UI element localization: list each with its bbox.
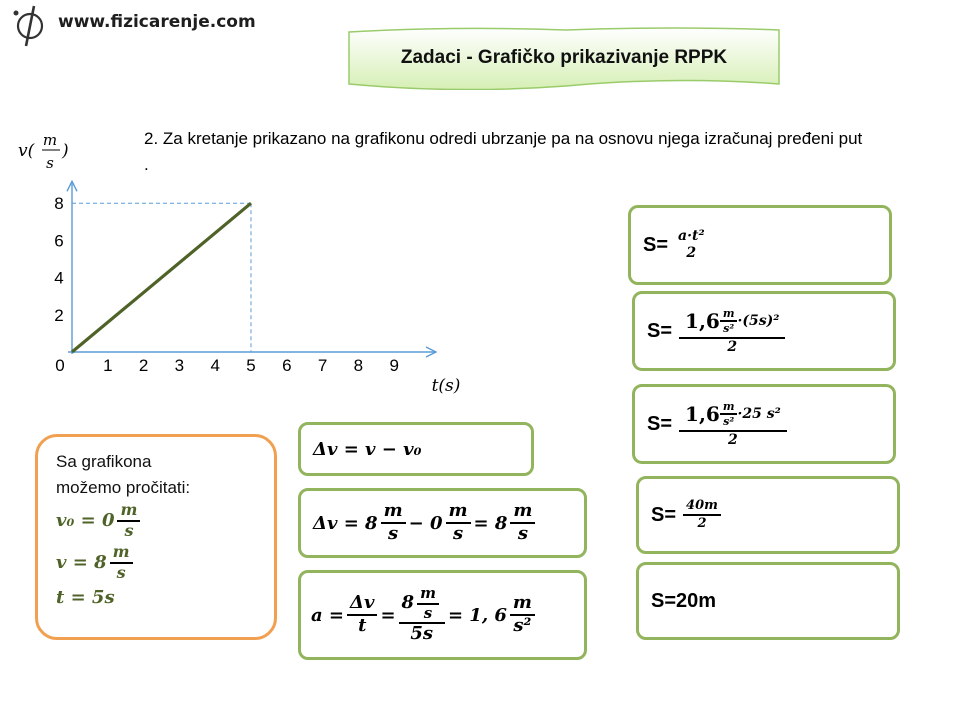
- accel-t: t: [358, 615, 367, 636]
- step3-unit-num: m: [720, 401, 738, 416]
- read-box-line2: možemo pročitati:: [56, 478, 191, 497]
- step2-rest: ·(5s)²: [737, 312, 780, 329]
- unit-den: s: [517, 523, 529, 544]
- accel-eight: 8: [401, 592, 415, 614]
- logo-icon: [8, 4, 52, 48]
- y-axis-unit-den: s: [46, 154, 54, 172]
- step3-rest: ·25 s²: [737, 405, 781, 422]
- accel-eq: =: [380, 604, 396, 626]
- accel-dv: Δv: [347, 594, 377, 616]
- read-from-graph-box: [35, 434, 277, 640]
- s-label: S=: [647, 319, 673, 342]
- site-url: www.fizicarenje.com: [58, 12, 256, 32]
- step3-den: 2: [728, 431, 738, 448]
- y-tick-label: 6: [54, 231, 64, 251]
- v-equation: v = 8: [56, 552, 107, 573]
- step2-unit-den: s²: [723, 322, 735, 336]
- title-banner: [346, 26, 782, 90]
- solution-step1-box: [628, 205, 892, 285]
- site-header: [8, 4, 256, 48]
- accel-m: m: [417, 586, 439, 605]
- x-tick-label: 8: [353, 356, 364, 375]
- unit-num: m: [381, 502, 406, 524]
- unit-num: m: [510, 502, 535, 524]
- x-tick-label: 9: [389, 356, 399, 375]
- step2-unit-num: m: [720, 308, 738, 323]
- x-tick-label: 1: [103, 356, 113, 375]
- x-tick-label: 6: [282, 356, 292, 375]
- series-line-0: [72, 203, 251, 352]
- y-axis-label-close: ): [62, 141, 69, 161]
- unit-num: m: [446, 502, 471, 524]
- step1-den: 2: [686, 245, 697, 261]
- accel-lhs: a =: [311, 604, 345, 626]
- delta-v-definition-box: [298, 422, 534, 476]
- x-tick-label: 4: [210, 356, 220, 375]
- accel-res-unit-num: m: [510, 594, 535, 616]
- step3-num: 1,6: [685, 401, 720, 426]
- y-tick-label: 2: [54, 305, 64, 325]
- x-tick-label: 3: [174, 356, 185, 375]
- acceleration-box: [298, 570, 587, 660]
- step2-den: 2: [727, 338, 738, 355]
- unit-den: s: [388, 523, 399, 544]
- solution-step2-box: [632, 291, 896, 371]
- x-tick-label: 2: [138, 356, 149, 375]
- y-tick-label: 8: [54, 194, 64, 214]
- delta-v-calc-result: = 8: [473, 512, 508, 534]
- s-label: S=: [651, 503, 677, 526]
- x-tick-label: 7: [317, 356, 328, 375]
- step4-num: 40m: [683, 499, 721, 516]
- accel-five-s: 5s: [410, 623, 434, 645]
- read-box-line1: Sa grafikona: [56, 452, 152, 471]
- x-axis-label: t(s): [431, 376, 461, 396]
- solution-step4-box: [636, 476, 900, 554]
- x-tick-label: 0: [55, 356, 65, 375]
- y-axis-unit-num: m: [42, 131, 58, 149]
- step2-num: 1,6: [685, 308, 720, 333]
- unit-den: s: [452, 523, 464, 544]
- problem-text: 2. Za kretanje prikazano na grafikonu odredi ubrzanje pa na osnovu njega izračunaj pređeni put .: [144, 129, 863, 174]
- s-label: S=: [643, 233, 669, 256]
- v-unit-num: m: [110, 544, 133, 564]
- v-unit-den: s: [116, 563, 126, 582]
- delta-v-calculation-box: [298, 488, 587, 558]
- v0-equation: v₀ = 0: [56, 510, 115, 531]
- y-axis-label: v(: [18, 141, 35, 161]
- accel-s: s: [423, 603, 433, 622]
- v0-unit-den: s: [124, 521, 134, 540]
- accel-result: = 1, 6: [447, 604, 507, 626]
- step1-num: a·t²: [678, 228, 705, 245]
- solution-final-box: [636, 562, 900, 640]
- velocity-time-chart: [10, 118, 480, 408]
- delta-v-definition: Δv = v − v₀: [313, 438, 422, 460]
- delta-v-calc-minus: − 0: [408, 512, 443, 534]
- s-label: S=: [647, 412, 673, 435]
- solution-step3-box: [632, 384, 896, 464]
- delta-v-calc-lhs: Δv = 8: [313, 512, 378, 534]
- step3-unit-den: s²: [723, 415, 735, 429]
- v0-unit-num: m: [117, 502, 140, 522]
- x-tick-label: 5: [246, 356, 256, 375]
- page-title: Zadaci - Grafičko prikazivanje RPPK: [400, 47, 728, 68]
- accel-res-unit-den: s²: [513, 615, 532, 636]
- y-tick-label: 4: [54, 268, 64, 288]
- t-equation: t = 5s: [56, 587, 115, 608]
- final-answer: S=20m: [651, 589, 717, 612]
- step4-den: 2: [697, 516, 707, 531]
